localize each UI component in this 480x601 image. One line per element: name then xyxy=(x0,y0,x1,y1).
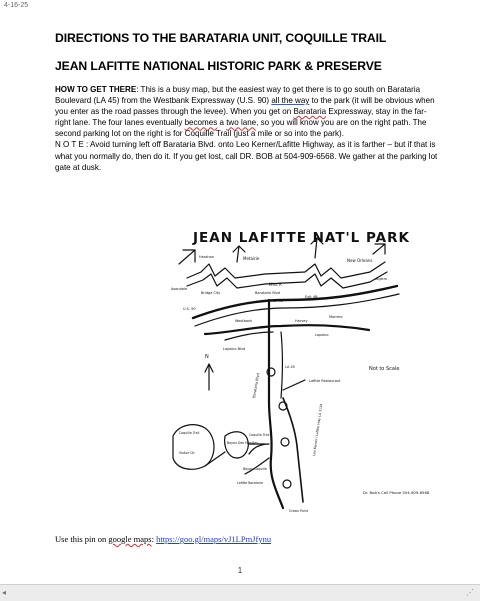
pin-colon: : xyxy=(151,534,157,544)
pin-line xyxy=(55,534,271,544)
label-north: N xyxy=(205,354,209,360)
scroll-left-icon[interactable]: ◂ xyxy=(2,588,7,597)
label-barataria-top: Barataria Blvd xyxy=(255,291,280,295)
label-westbank: Westbank xyxy=(235,319,253,323)
directions-paragraph xyxy=(55,84,439,139)
label-bayou-des-families: Bayou Des Families xyxy=(227,441,258,445)
label-us90: U.S. 90 xyxy=(183,307,196,311)
title-line-1: DIRECTIONS TO THE BARATARIA UNIT, COQUILLE TRAIL xyxy=(55,31,387,45)
bottom-scrollbar[interactable] xyxy=(0,584,480,601)
label-harvey: Harvey xyxy=(295,319,308,323)
label-avondale: Avondale xyxy=(171,287,188,291)
maps-link[interactable]: https://goo.gl/maps/vJ1LPmJfynu xyxy=(156,534,272,544)
text-run: : This is a busy map, but the easiest way to get there is to go south on Barataria Boulevard (LA 45) from the Westbank Expressway (U.S. 90) xyxy=(55,85,421,106)
label-miss-r: Miss R xyxy=(269,282,282,287)
label-crown-point: Crown Point xyxy=(289,509,308,513)
label-not-to-scale: Not to Scale xyxy=(369,366,400,372)
label-lafitte-hwy: Leo Kerner / Lafitte Hwy LA 3134 xyxy=(312,403,324,457)
map-title: JEAN LAFITTE NAT'L PARK xyxy=(193,230,410,246)
label-metairie: Metairie xyxy=(243,256,260,261)
label-dr-bob: Dr. Bob's Cell Phone 504-909-6568 xyxy=(363,490,430,495)
label-lapalco-blvd: Lapalco Blvd xyxy=(223,347,246,351)
text-run: a xyxy=(217,118,227,128)
spellcheck-word: becomes xyxy=(184,118,218,128)
label-exit4b: Exit 4B xyxy=(305,295,318,299)
header-date: 4-16-25 xyxy=(4,2,29,9)
label-coquille-left: Coquille Trail xyxy=(179,431,200,435)
directions-body xyxy=(55,84,439,173)
label-visitor-center: Visitor Ctr xyxy=(179,451,195,455)
note-paragraph: N O T E : Avoid turning left off Barataria Blvd. onto Leo Kerner/Lafitte Highway, as it is farther – but if that is what you normally do, then do it. If you get lost, call DR. BOB at 504-909-6568. We gather at the parking lot gate at dusk. xyxy=(55,140,438,172)
label-harahan: Harahan xyxy=(199,255,214,259)
label-lafitte-town: Lafitte Barataria xyxy=(237,481,263,485)
label-la45: LA 45 xyxy=(273,299,283,303)
pin-text: Use this pin on xyxy=(55,534,109,544)
label-bridge-city: Bridge City xyxy=(201,291,221,295)
text-run: to the park (it will be obvious when you enter as the road passes through the levee). When you get on xyxy=(55,96,435,117)
text-run-underlined: all the way xyxy=(271,96,310,106)
label-lafitte-restaurant: Lafitte Restaurant xyxy=(309,379,341,383)
google-maps-word: google maps xyxy=(108,534,152,544)
label-bayou-coquille: Bayou Coquille xyxy=(243,467,267,471)
hand-drawn-map xyxy=(165,222,435,520)
label-la45-mid: LA 45 xyxy=(285,365,295,369)
label-algiers: Algiers xyxy=(375,277,387,281)
label-lapalco: Lapalco xyxy=(315,333,329,337)
text-run: Expressway, stay in the far-right lane. The four lanes eventually xyxy=(55,107,427,128)
title-line-2: JEAN LAFITTE NATIONAL HISTORIC PARK & PRESERVE xyxy=(55,59,382,73)
label-coquille-trail: Coquille Trail xyxy=(249,433,270,437)
how-label: HOW TO GET THERE xyxy=(55,85,137,94)
resize-grip-icon[interactable]: ⋰ xyxy=(466,588,474,597)
label-new-orleans: New Orleans xyxy=(347,258,373,263)
spellcheck-word: Barataria xyxy=(293,107,327,117)
text-run: , so you will know you are on the right path. The second parking lot on the right is for Coquille Trail (just a mile or so into the park). xyxy=(55,118,427,139)
label-barataria-blvd: Barataria Blvd xyxy=(252,372,261,399)
page-number: 1 xyxy=(237,566,243,575)
spellcheck-word: two lane xyxy=(226,118,257,128)
label-marrero: Marrero xyxy=(329,315,343,319)
